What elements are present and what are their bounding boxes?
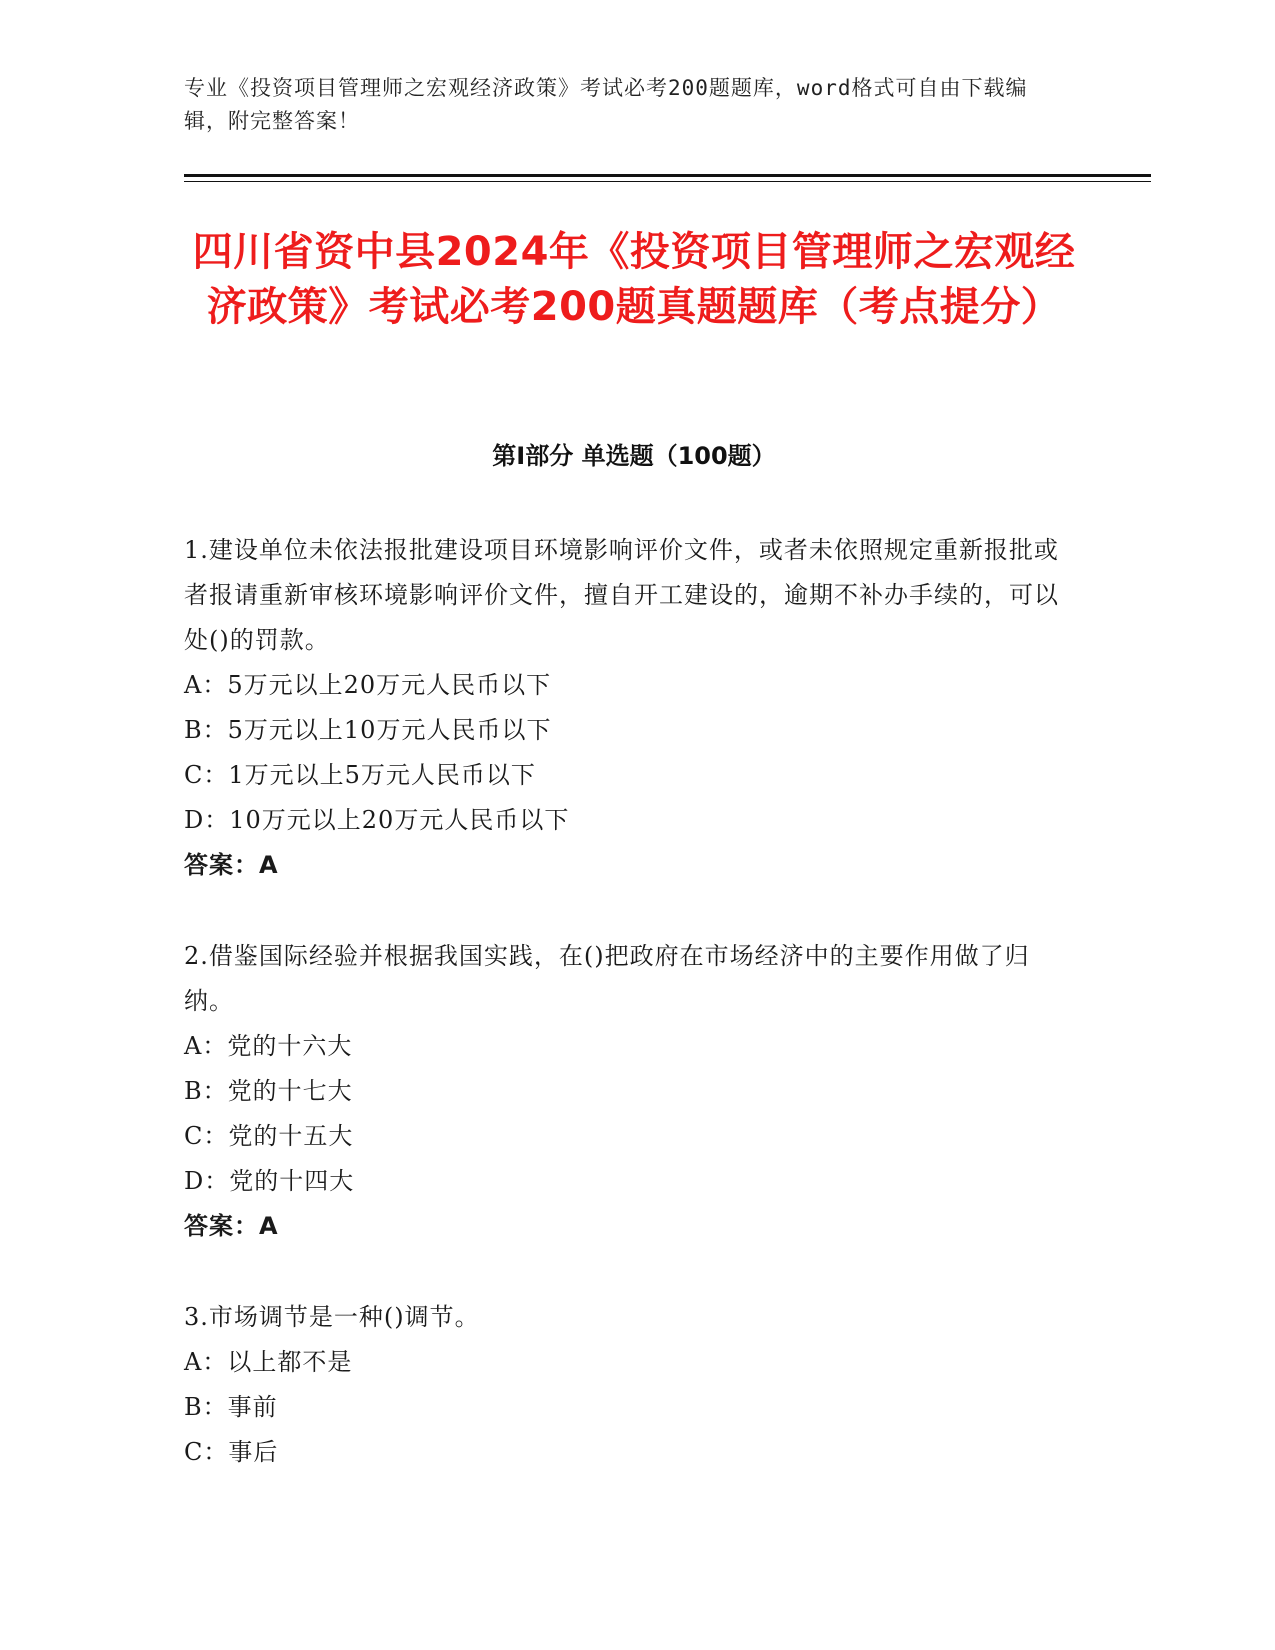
question-2 — [184, 934, 1064, 1249]
option-a: A：党的十六大 — [184, 1032, 353, 1060]
document-title: 四川省资中县2024年《投资项目管理师之宏观经济政策》考试必考200题真题题库（考点提分） — [192, 229, 1076, 330]
option-b: B：党的十七大 — [184, 1077, 353, 1105]
header-divider-thick — [184, 174, 1151, 177]
header-note: 专业《投资项目管理师之宏观经济政策》考试必考200题题库，word格式可自由下载编辑，附完整答案！ — [184, 76, 1028, 133]
question-stem: 1.建设单位未依法报批建设项目环境影响评价文件，或者未依照规定重新报批或者报请重新审核环境影响评价文件，擅自开工建设的，逾期不补办手续的，可以处()的罚款。 — [184, 536, 1059, 654]
option-b: B：事前 — [184, 1393, 278, 1421]
question-list — [184, 528, 1064, 1521]
answer: 答案：A — [184, 1212, 279, 1240]
option-c: C：党的十五大 — [184, 1122, 354, 1150]
question-1 — [184, 528, 1064, 888]
option-d: D：10万元以上20万元人民币以下 — [184, 806, 570, 834]
question-stem: 3.市场调节是一种()调节。 — [184, 1303, 480, 1331]
option-c: C：1万元以上5万元人民币以下 — [184, 761, 536, 789]
answer: 答案：A — [184, 851, 279, 879]
option-c: C：事后 — [184, 1438, 279, 1466]
option-a: A：5万元以上20万元人民币以下 — [184, 671, 552, 699]
option-d: D：党的十四大 — [184, 1167, 355, 1195]
section-heading: 第I部分 单选题（100题） — [492, 442, 776, 470]
option-b: B：5万元以上10万元人民币以下 — [184, 716, 552, 744]
header-divider-thin — [184, 181, 1151, 182]
question-3 — [184, 1295, 1064, 1475]
option-a: A：以上都不是 — [184, 1348, 353, 1376]
question-stem: 2.借鉴国际经验并根据我国实践，在()把政府在市场经济中的主要作用做了归纳。 — [184, 942, 1030, 1015]
